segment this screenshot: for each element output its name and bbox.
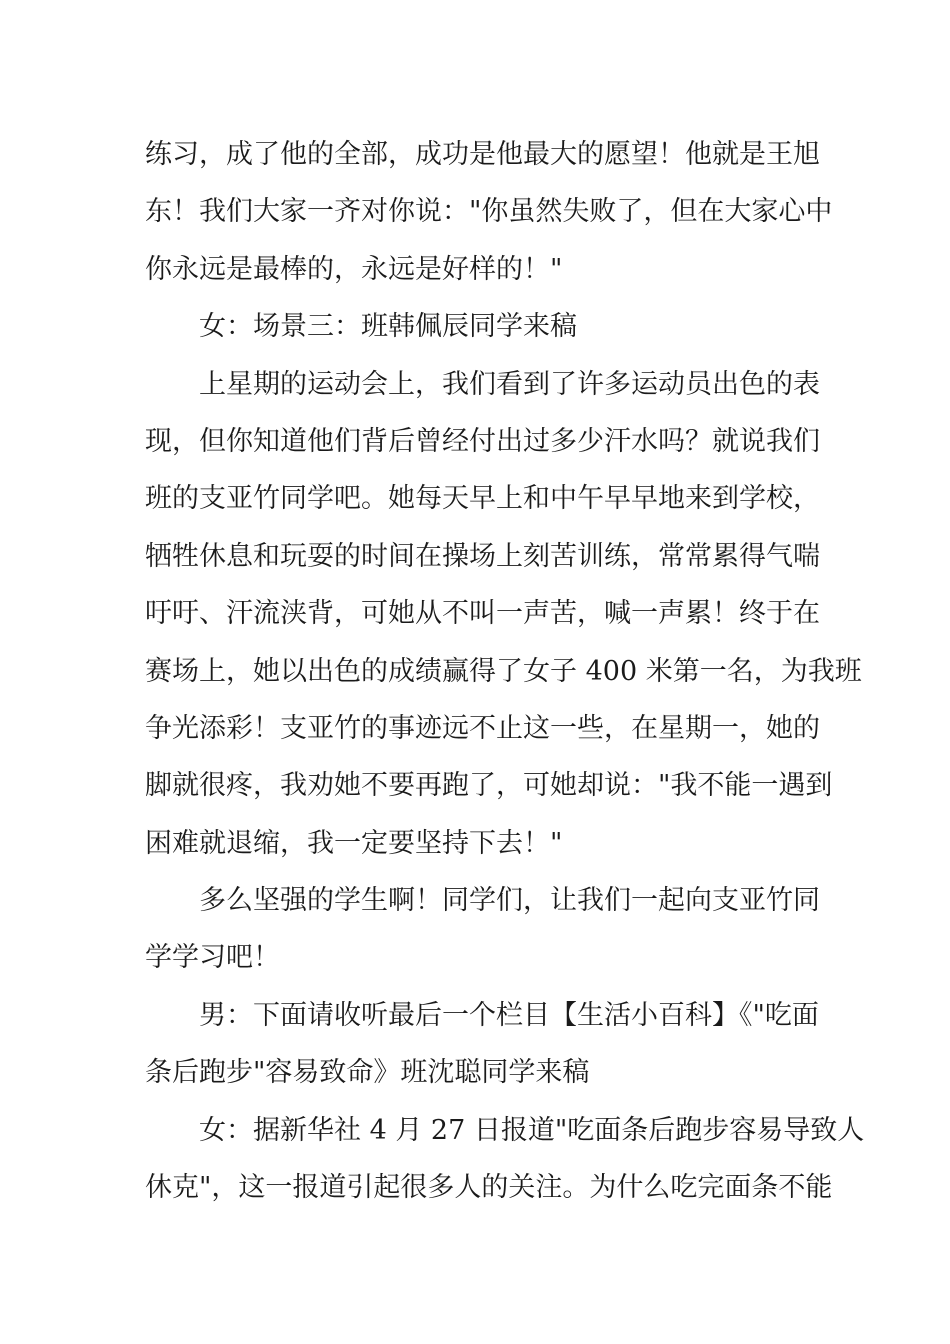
text-line: 女：据新华社 4 月 27 日报道"吃面条后跑步容易导致人	[199, 1114, 865, 1146]
text-line: 争光添彩！支亚竹的事迹远不止这一些，在星期一，她的	[145, 712, 820, 744]
text-line: 困难就退缩，我一定要坚持下去！"	[145, 827, 563, 859]
text-line: 多么坚强的学生啊！同学们，让我们一起向支亚竹同	[199, 885, 820, 917]
text-line: 牺牲休息和玩耍的时间在操场上刻苦训练，常常累得气喘	[145, 540, 820, 572]
text-line: 现，但你知道他们背后曾经付出过多少汗水吗？就说我们	[145, 425, 820, 457]
text-line: 练习，成了他的全部，成功是他最大的愿望！他就是王旭	[145, 139, 820, 170]
text-line: 东！我们大家一齐对你说："你虽然失败了，但在大家心中	[145, 196, 833, 228]
text-line: 休克"，这一报道引起很多人的关注。为什么吃完面条不能	[145, 1172, 833, 1204]
text-line: 你永远是最棒的，永远是好样的！"	[145, 253, 563, 285]
text-line: 上星期的运动会上，我们看到了许多运动员出色的表	[199, 368, 820, 400]
text-line: 条后跑步"容易致命》班沈聪同学来稿	[145, 1057, 590, 1089]
text-line: 赛场上，她以出色的成绩赢得了女子 400 米第一名，为我班	[145, 655, 862, 687]
text-line: 脚就很疼，我劝她不要再跑了，可她却说："我不能一遇到	[145, 770, 833, 802]
text-line: 女：场景三：班韩佩辰同学来稿	[199, 311, 577, 343]
text-line: 班的支亚竹同学吧。她每天早上和中午早早地来到学校，	[145, 483, 820, 515]
document-body	[145, 126, 865, 1216]
text-line: 吁吁、汗流浃背，可她从不叫一声苦，喊一声累！终于在	[145, 598, 820, 630]
text-line: 男：下面请收听最后一个栏目【生活小百科】《"吃面	[199, 999, 819, 1031]
text-line: 学学习吧！	[145, 942, 280, 974]
